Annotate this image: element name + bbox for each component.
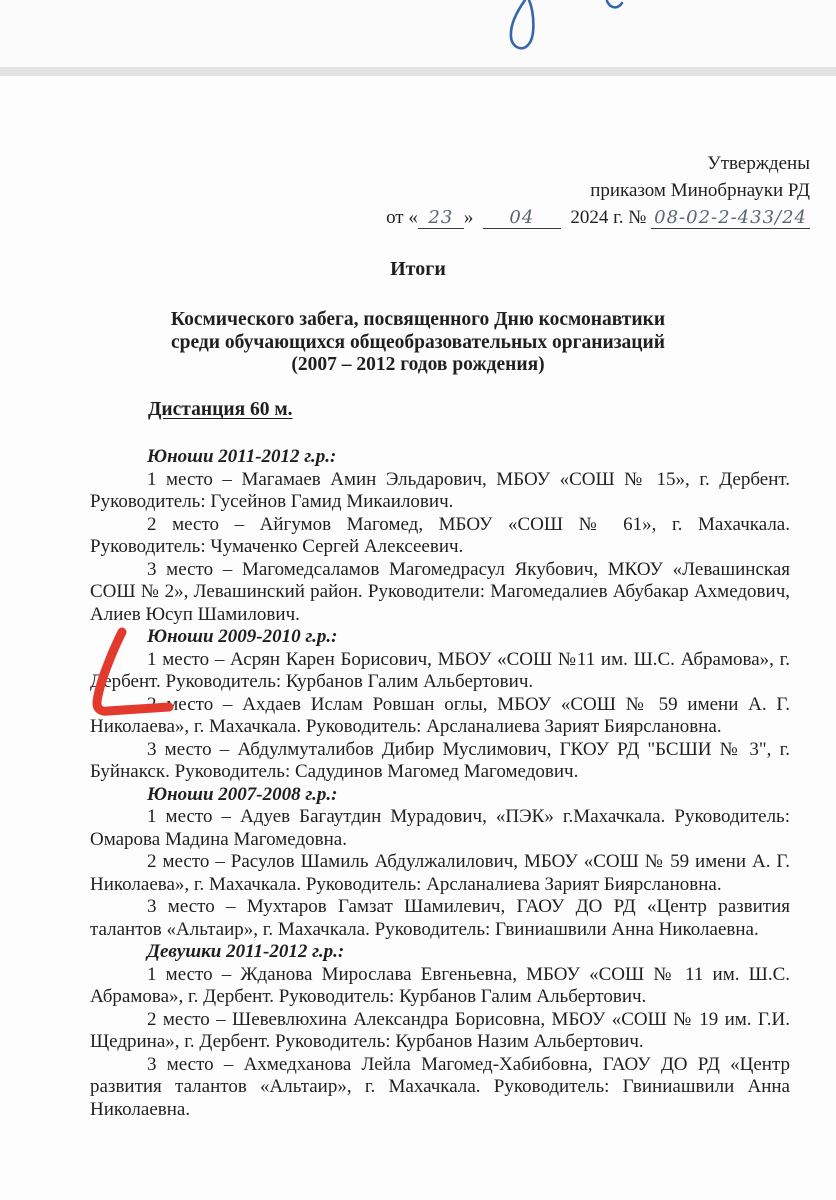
place-entry: 3 место – Абдулмуталибов Дибир Муслимович, ГКОУ РД "БСШИ № 3", г. Буйнакск. Руководитель: Садудинов Магомед Магомедович.: [90, 738, 790, 782]
place-entry: 2 место – Расулов Шамиль Абдулжалилович, МБОУ «СОШ № 59 имени А. Г. Николаева», г. Махачкала. Руководитель: Арсланалиева Зарият Биярслановна.: [90, 851, 790, 895]
subtitle-line-1: Космического забега, посвященного Дню космонавтики: [170, 309, 666, 330]
approval-line-3: [386, 204, 810, 231]
photo-top-edge: [0, 0, 836, 67]
section-heading-boys-2011-2012: Юноши 2011-2012 г.р.:: [147, 446, 337, 467]
approval-date-prefix: от «: [386, 207, 418, 228]
distance-heading: Дистанция 60 м.: [148, 399, 293, 420]
section-heading-girls-2011-2012: Девушки 2011-2012 г.р.:: [147, 941, 345, 962]
place-entry: 2 место – Ахдаев Ислам Ровшан оглы, МБОУ «СОШ № 59 имени А. Г. Николаева», г. Махачкала. Руководитель: Арсланалиева Зарият Биярслановна.: [90, 693, 790, 737]
red-check-mark-icon: [82, 626, 182, 726]
document-subtitle: [68, 309, 768, 377]
subtitle-line-2: среди обучающихся общеобразовательных организаций: [170, 331, 665, 353]
page-edge-shadow: [0, 67, 836, 76]
place-entry: 3 место – Ахмедханова Лейла Магомед-Хабибовна, ГАОУ ДО РД «Центр развития талантов «Альтаир», г. Махачкала. Руководитель: Гвиниашвили Анна Николаевна.: [90, 1053, 790, 1120]
blue-pen-scribble-icon: [470, 0, 670, 58]
section-heading-boys-2007-2008: Юноши 2007-2008 г.р.:: [147, 783, 338, 805]
subtitle-line-3: (2007 – 2012 годов рождения): [291, 354, 545, 375]
approval-year-label: 2024 г. №: [570, 207, 647, 228]
approval-line-1: Утверждены: [707, 153, 810, 174]
place-entry: 2 место – Айгумов Магомед, МБОУ «СОШ № 61», г. Махачкала. Руководитель: Чумаченко Сергей Алексеевич.: [90, 513, 790, 557]
approval-line-2: приказом Минобрнауки РД: [590, 180, 810, 201]
approval-close-quote: »: [463, 207, 474, 228]
approval-block: [386, 150, 810, 231]
place-entry: 1 место – Асрян Карен Борисович, МБОУ «СОШ №11 им. Ш.С. Абрамова», г. Дербент. Руководитель: Курбанов Галим Альбертович.: [90, 648, 790, 692]
approval-month-handwritten: 04: [483, 208, 561, 229]
results-content: [90, 446, 790, 1121]
place-entry: 1 место – Адуев Багаутдин Мурадович, «ПЭК» г.Махачкала. Руководитель: Омарова Мадина Магомедовна.: [90, 806, 790, 850]
place-entry: 1 место – Жданова Мирослава Евгеньевна, МБОУ «СОШ № 11 им. Ш.С. Абрамова», г. Дербент. Руководитель: Курбанов Галим Альбертович.: [90, 963, 790, 1007]
section-heading-boys-2009-2010: Юноши 2009-2010 г.р.:: [147, 626, 338, 647]
place-entry: 3 место – Магомедсаламов Магомедрасул Якубович, МКОУ «Левашинская СОШ № 2», Левашинский район. Руководители: Магомедалиев Абубакар Ахмедович, Алиев Юсуп Шамилович.: [90, 558, 790, 625]
place-entry: 1 место – Магамаев Амин Эльдарович, МБОУ «СОШ № 15», г. Дербент. Руководитель: Гусейнов Гамид Микаилович.: [90, 468, 790, 512]
place-entry: 2 место – Шевевлюхина Александра Борисовна, МБОУ «СОШ № 19 им. Г.И. Щедрина», г. Дербент. Руководитель: Курбанов Назим Альбертович.: [90, 1008, 790, 1052]
approval-day-handwritten: 23: [418, 208, 464, 229]
document-title: Итоги: [390, 258, 446, 280]
approval-number-handwritten: 08-02-2-433/24: [651, 208, 810, 229]
place-entry: 3 место – Мухтаров Гамзат Шамилевич, ГАОУ ДО РД «Центр развития талантов «Альтаир», г. Махачкала. Руководитель: Гвиниашвили Анна Николаевна.: [90, 896, 790, 940]
